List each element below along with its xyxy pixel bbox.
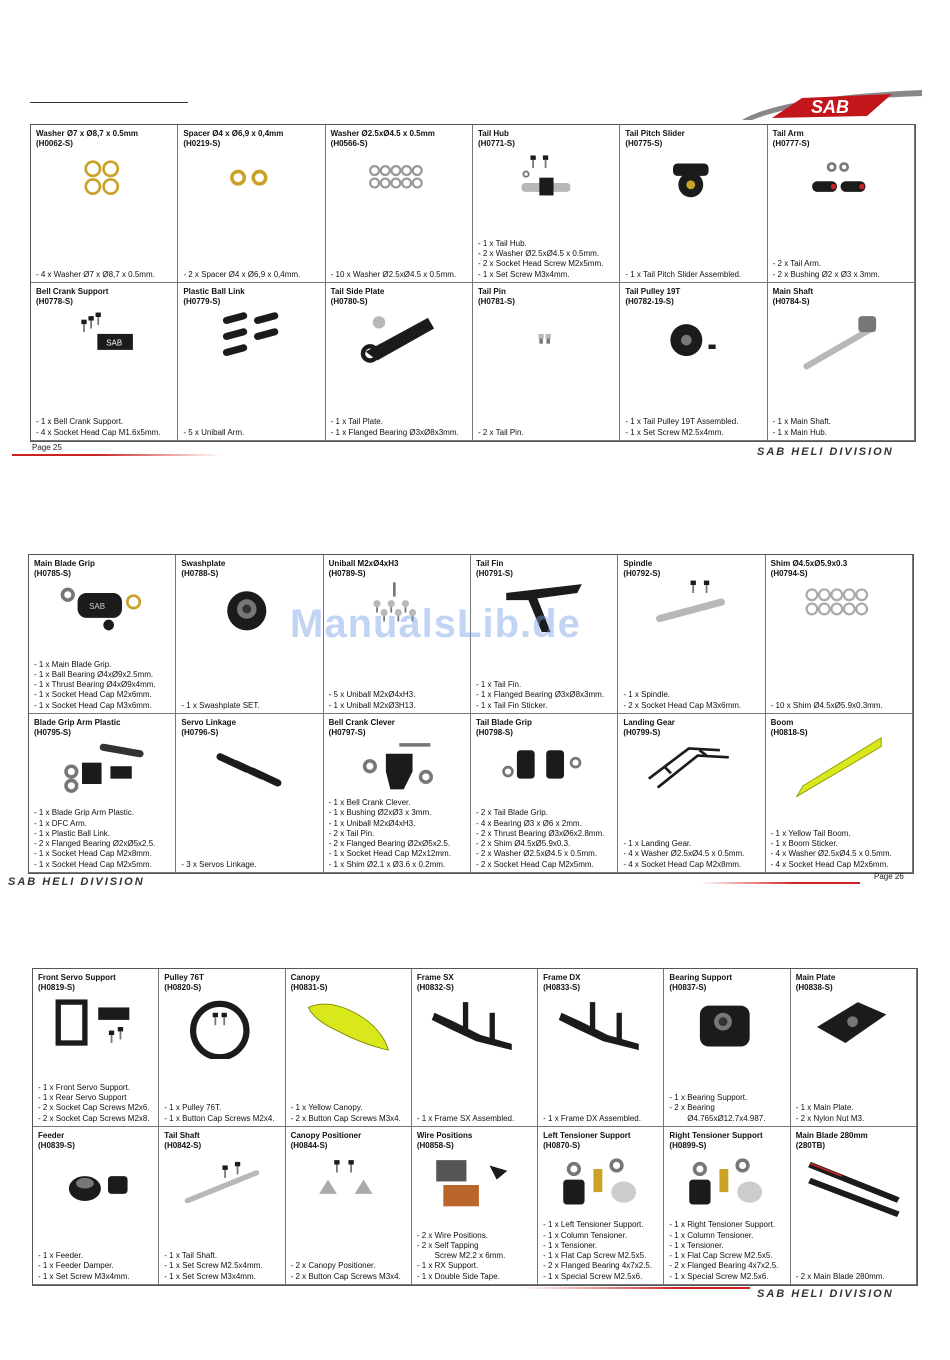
part-code: (H0819-S)	[38, 983, 75, 992]
part-code: (H0789-S)	[328, 569, 366, 578]
part-cell-h0870-s	[538, 1127, 664, 1285]
part-contents: - 1 x Front Servo Support. - 1 x Rear Servo Support - 2 x Socket Cap Screws M2x6. - 2 x Socket Cap Screws M2x8.	[38, 1082, 150, 1123]
part-cell-h0782-19-s	[620, 283, 767, 441]
part-title: Front Servo Support	[38, 973, 116, 982]
part-code: (H0784-S)	[772, 297, 810, 306]
part-title: Boom	[770, 718, 794, 727]
sab-logo	[742, 90, 922, 122]
part-contents: - 1 x Spindle. - 2 x Socket Head Cap M3x6mm.	[623, 690, 742, 710]
part-cell-h0781-s	[473, 283, 620, 441]
part-title: Blade Grip Arm Plastic	[34, 718, 121, 727]
main-shaft-icon	[791, 309, 891, 373]
page-number: Page 26	[874, 872, 904, 881]
part-code: (H0820-S)	[164, 983, 202, 992]
canopy-icon	[298, 995, 398, 1059]
part-title: Tail Hub	[477, 129, 509, 138]
footer-red-line	[700, 882, 860, 884]
part-contents: - 1 x Yellow Canopy. - 2 x Button Cap Screws M3x4.	[290, 1103, 401, 1123]
part-code: (H0791-S)	[475, 569, 513, 578]
tail-grip-icon	[494, 736, 594, 800]
tail-arm-icon	[791, 151, 891, 215]
servo-linkage-icon	[199, 736, 299, 800]
part-cell-h0838-s	[791, 969, 917, 1127]
part-contents: - 2 x Wire Positions. - 2 x Self Tapping Screw M2.2 x 6mm. - 1 x RX Support. - 1 x Double Side Tape.	[416, 1230, 506, 1281]
part-cell-h0844-s	[286, 1127, 412, 1285]
page-25	[0, 0, 950, 465]
part-title: Left Tensioner Support	[543, 1131, 631, 1140]
part-title: Washer Ø2.5xØ4.5 x 0.5mm	[330, 129, 435, 138]
part-cell-h0779-s	[178, 283, 325, 441]
part-code: (H0788-S)	[181, 569, 219, 578]
part-contents: - 1 x Blade Grip Arm Plastic. - 1 x DFC Arm. - 1 x Plastic Ball Link. - 2 x Flanged Bearing Ø2xØ5x2.5. - 1 x Socket Head Cap M2x8mm. - 1 x Socket Head Cap M2x5mm.	[34, 808, 156, 869]
part-contents: - 10 x Washer Ø2.5xØ4.5 x 0.5mm.	[330, 269, 457, 279]
wire-positions-icon	[424, 1153, 524, 1217]
part-title: Spacer Ø4 x Ø6,9 x 0,4mm	[183, 129, 284, 138]
part-contents: - 2 x Canopy Positioner. - 2 x Button Cap Screws M3x4.	[290, 1261, 401, 1281]
part-code: (H0794-S)	[770, 569, 808, 578]
washers-icon	[349, 151, 449, 215]
tail-hub-icon	[496, 151, 596, 215]
part-contents: - 1 x Pulley 76T. - 1 x Button Cap Screws M2x4.	[164, 1103, 275, 1123]
shims-icon	[789, 577, 889, 641]
part-title: Pulley 76T	[164, 973, 204, 982]
footer-brand: SAB HELI DIVISION	[8, 876, 145, 888]
part-title: Bearing Support	[669, 973, 733, 982]
part-contents: - 2 x Main Blade 280mm.	[795, 1271, 885, 1281]
part-code: (H0062-S)	[36, 139, 73, 148]
pulley-icon	[643, 309, 743, 373]
part-code: (H0771-S)	[477, 139, 515, 148]
part-contents: - 2 x Tail Arm. - 2 x Bushing Ø2 x Ø3 x 3mm.	[772, 259, 880, 279]
part-title: Wire Positions	[416, 1131, 473, 1140]
part-contents: - 10 x Shim Ø4.5xØ5.9x0.3mm.	[770, 700, 883, 710]
page-number: Page 25	[32, 443, 62, 452]
feeder-icon	[46, 1153, 146, 1217]
tensioner-icon	[677, 1153, 777, 1217]
part-title: Landing Gear	[623, 718, 675, 727]
part-title: Shim Ø4.5xØ5.9x0.3	[770, 559, 848, 568]
svg-text:SAB: SAB	[89, 602, 106, 611]
parts-grid-page27	[32, 968, 918, 1286]
part-contents: - 1 x Bearing Support. - 2 x Bearing Ø4.765xØ12.7x4.987.	[669, 1093, 766, 1123]
footer-brand: SAB HELI DIVISION	[757, 446, 894, 458]
part-cell-h0796-s	[176, 714, 323, 873]
part-cell-h0795-s	[29, 714, 176, 873]
part-contents: - 1 x Tail Hub. - 2 x Washer Ø2.5xØ4.5 x 0.5mm. - 2 x Socket Head Screw M2x5mm. - 1 x Set Screw M3x4mm.	[477, 238, 604, 279]
part-code: (H0831-S)	[290, 983, 328, 992]
part-code: (H0798-S)	[475, 728, 513, 737]
part-contents: - 1 x Tail Plate. - 1 x Flanged Bearing Ø3xØ8x3mm.	[330, 417, 459, 437]
tensioner-icon	[551, 1153, 651, 1217]
part-cell-h0833-s	[538, 969, 664, 1127]
boom-icon	[789, 736, 889, 800]
part-cell-h0784-s	[768, 283, 915, 441]
part-cell-h0775-s	[620, 125, 767, 283]
part-title: Servo Linkage	[181, 718, 237, 727]
part-code: (H0782-19-S)	[625, 297, 674, 306]
part-contents: - 1 x Right Tensioner Support. - 1 x Column Tensioner. - 1 x Tensioner. - 1 x Flat Cap Screw M2.5x5. - 2 x Flanged Bearing 4x7x2.5. - 1 x Special Screw M2.5x6.	[669, 1220, 779, 1281]
spindle-icon	[641, 577, 741, 641]
part-contents: - 1 x Main Plate. - 2 x Nylon Nut M3.	[795, 1103, 865, 1123]
footer-brand: SAB HELI DIVISION	[757, 1288, 894, 1300]
part-code: (H0839-S)	[38, 1141, 75, 1150]
part-code: (H0775-S)	[625, 139, 663, 148]
page-26	[0, 540, 950, 900]
part-code: (H0780-S)	[330, 297, 368, 306]
part-cell-h0219-s	[178, 125, 325, 283]
part-code: (H0781-S)	[477, 297, 515, 306]
part-cell-h0778-s	[31, 283, 178, 441]
svg-text:SAB: SAB	[106, 338, 123, 348]
positioner-icon	[298, 1153, 398, 1217]
part-cell-h0771-s	[473, 125, 620, 283]
part-title: Tail Arm	[772, 129, 804, 138]
part-code: (H0799-S)	[623, 728, 661, 737]
part-code: (H0837-S)	[669, 983, 707, 992]
part-contents: - 1 x Bell Crank Support. - 4 x Socket Head Cap M1.6x5mm.	[36, 417, 161, 437]
part-contents: - 2 x Spacer Ø4 x Ø6,9 x 0,4mm.	[183, 269, 301, 279]
frame-icon	[424, 995, 524, 1059]
grip-arm-icon	[52, 736, 152, 800]
part-code: (H0838-S)	[795, 983, 833, 992]
part-cell-h0820-s	[159, 969, 285, 1127]
part-contents: - 1 x Main Shaft. - 1 x Main Hub.	[772, 417, 831, 437]
part-title: Uniball M2xØ4xH3	[328, 559, 399, 568]
part-code: (H0566-S)	[330, 139, 368, 148]
part-title: Canopy Positioner	[290, 1131, 362, 1140]
part-title: Washer Ø7 x Ø8,7 x 0.5mm	[36, 129, 138, 138]
part-contents: - 1 x Frame SX Assembled.	[416, 1113, 515, 1123]
bell-crank-support-icon	[54, 309, 154, 373]
part-title: Main Shaft	[772, 287, 814, 296]
watermark: ManualsLib.de	[290, 602, 581, 646]
part-title: Tail Side Plate	[330, 287, 385, 296]
page-27	[0, 968, 950, 1308]
part-title: Canopy	[290, 973, 320, 982]
part-title: Main Blade 280mm	[795, 1131, 868, 1140]
part-contents: - 1 x Left Tensioner Support. - 1 x Column Tensioner. - 1 x Tensioner. - 1 x Flat Cap Screw M2.5x5. - 2 x Flanged Bearing 4x7x2.5. - 1 x Special Screw M2.5x6.	[543, 1220, 653, 1281]
part-cell-h0831-s	[286, 969, 412, 1127]
part-code: (H0833-S)	[543, 983, 581, 992]
part-code: (H0797-S)	[328, 728, 366, 737]
part-cell-h0785-s	[29, 555, 176, 714]
part-code: (H0795-S)	[34, 728, 71, 737]
part-title: Frame SX	[416, 973, 454, 982]
part-cell-h0798-s	[471, 714, 618, 873]
part-contents: - 1 x Frame DX Assembled.	[543, 1113, 641, 1123]
part-title: Main Blade Grip	[34, 559, 95, 568]
part-contents: - 1 x Tail Pitch Slider Assembled.	[625, 269, 742, 279]
part-contents: - 5 x Uniball M2xØ4xH3. - 1 x Uniball M2xØ3H13.	[328, 690, 416, 710]
part-code: (H0832-S)	[416, 983, 454, 992]
part-cell-h0839-s	[33, 1127, 159, 1285]
footer-red-line	[12, 454, 222, 456]
part-contents: - 2 x Tail Blade Grip. - 4 x Bearing Ø3 x Ø6 x 2mm. - 2 x Thrust Bearing Ø3xØ6x2.8mm. - 2 x Shim Ø4.5xØ5.9x0.3. - 2 x Washer Ø2.5xØ4.5 x 0.5mm. - 2 x Socket Head Cap M2x5mm.	[475, 808, 605, 869]
frame-icon	[551, 995, 651, 1059]
part-contents: - 3 x Servos Linkage.	[181, 859, 257, 869]
part-contents: - 5 x Uniball Arm.	[183, 427, 245, 437]
pitch-slider-icon	[643, 151, 743, 215]
swashplate-icon	[199, 577, 299, 641]
landing-gear-icon	[641, 736, 741, 800]
part-cell-h0566-s	[326, 125, 473, 283]
blades-icon	[803, 1153, 903, 1217]
part-contents: - 1 x Tail Pulley 19T Assembled. - 1 x Set Screw M2.5x4mm.	[625, 417, 739, 437]
parts-grid-page25	[30, 124, 916, 442]
part-cell-280tb	[791, 1127, 917, 1285]
part-cell-h0777-s	[768, 125, 915, 283]
part-contents: - 4 x Washer Ø7 x Ø8,7 x 0.5mm.	[36, 269, 155, 279]
part-code: (280TB)	[795, 1141, 826, 1150]
part-contents: - 1 x Tail Shaft. - 1 x Set Screw M2.5x4mm. - 1 x Set Screw M3x4mm.	[164, 1251, 263, 1281]
part-code: (H0777-S)	[772, 139, 810, 148]
part-code: (H0899-S)	[669, 1141, 707, 1150]
part-contents: - 1 x Swashplate SET.	[181, 700, 260, 710]
part-contents: - 2 x Tail Pin.	[477, 427, 524, 437]
part-cell-h0837-s	[664, 969, 790, 1127]
part-cell-h0858-s	[412, 1127, 538, 1285]
part-cell-h0062-s	[31, 125, 178, 283]
part-cell-h0818-s	[766, 714, 913, 873]
part-cell-h0842-s	[159, 1127, 285, 1285]
part-code: (H0796-S)	[181, 728, 219, 737]
part-title: Feeder	[38, 1131, 65, 1140]
bell-crank-icon	[347, 736, 447, 800]
tail-pin-icon	[496, 309, 596, 373]
part-code: (H0778-S)	[36, 297, 73, 306]
part-title: Tail Blade Grip	[475, 718, 532, 727]
part-cell-h0799-s	[618, 714, 765, 873]
part-cell-h0899-s	[664, 1127, 790, 1285]
part-cell-h0797-s	[324, 714, 471, 873]
big-pulley-icon	[172, 995, 272, 1059]
part-cell-h0832-s	[412, 969, 538, 1127]
part-contents: - 1 x Bell Crank Clever. - 1 x Bushing Ø2xØ3 x 3mm. - 1 x Uniball M2xØ4xH3. - 2 x Tail Pin. - 2 x Flanged Bearing Ø2xØ5x2.5. - 1 x Socket Head Cap M2x12mm. - 1 x Shim Ø2.1 x Ø3.6 x 0.2mm.	[328, 797, 451, 869]
part-title: Swashplate	[181, 559, 226, 568]
footer-red-line	[520, 1287, 750, 1289]
part-title: Tail Pulley 19T	[625, 287, 681, 296]
part-code: (H0870-S)	[543, 1141, 581, 1150]
ball-links-icon	[201, 309, 301, 373]
part-code: (H0779-S)	[183, 297, 221, 306]
part-title: Bell Crank Support	[36, 287, 109, 296]
part-code: (H0844-S)	[290, 1141, 328, 1150]
part-code: (H0818-S)	[770, 728, 808, 737]
blade-grip-icon	[52, 577, 152, 641]
part-title: Tail Pin	[477, 287, 506, 296]
logo-text: SAB	[810, 97, 850, 117]
header-rule	[30, 102, 188, 103]
part-title: Main Plate	[795, 973, 836, 982]
part-cell-h0780-s	[326, 283, 473, 441]
tail-shaft-icon	[172, 1153, 272, 1217]
part-title: Right Tensioner Support	[669, 1131, 763, 1140]
main-plate-icon	[803, 995, 903, 1059]
part-contents: - 1 x Main Blade Grip. - 1 x Ball Bearing Ø4xØ9x2.5mm. - 1 x Thrust Bearing Ø4xØ9x4mm. - 1 x Socket Head Cap M2x6mm. - 1 x Socket Head Cap M3x6mm.	[34, 659, 156, 710]
part-contents: - 1 x Landing Gear. - 4 x Washer Ø2.5xØ4.5 x 0.5mm. - 4 x Socket Head Cap M2x8mm.	[623, 839, 745, 869]
part-title: Tail Fin	[475, 559, 504, 568]
servo-support-icon	[46, 995, 146, 1059]
part-title: Spindle	[623, 559, 653, 568]
gold-spacers-icon	[201, 151, 301, 215]
part-cell-h0794-s	[766, 555, 913, 714]
part-cell-h0819-s	[33, 969, 159, 1127]
part-code: (H0785-S)	[34, 569, 71, 578]
part-contents: - 1 x Feeder. - 1 x Feeder Damper. - 1 x Set Screw M3x4mm.	[38, 1251, 130, 1281]
part-title: Plastic Ball Link	[183, 287, 245, 296]
part-contents: - 1 x Yellow Tail Boom. - 1 x Boom Sticker. - 4 x Washer Ø2.5xØ4.5 x 0.5mm. - 4 x Socket Head Cap M2x6mm.	[770, 828, 892, 869]
part-contents: - 1 x Tail Fin. - 1 x Flanged Bearing Ø3xØ8x3mm. - 1 x Tail Fin Sticker.	[475, 680, 605, 710]
part-title: Bell Crank Clever	[328, 718, 395, 727]
bearing-support-icon	[677, 995, 777, 1059]
part-title: Tail Shaft	[164, 1131, 200, 1140]
gold-washers-icon	[54, 151, 154, 215]
part-code: (H0219-S)	[183, 139, 221, 148]
part-title: Frame DX	[543, 973, 581, 982]
tail-plate-icon	[349, 309, 449, 373]
part-code: (H0792-S)	[623, 569, 661, 578]
part-title: Tail Pitch Slider	[625, 129, 685, 138]
part-cell-h0792-s	[618, 555, 765, 714]
part-code: (H0858-S)	[416, 1141, 454, 1150]
part-code: (H0842-S)	[164, 1141, 202, 1150]
